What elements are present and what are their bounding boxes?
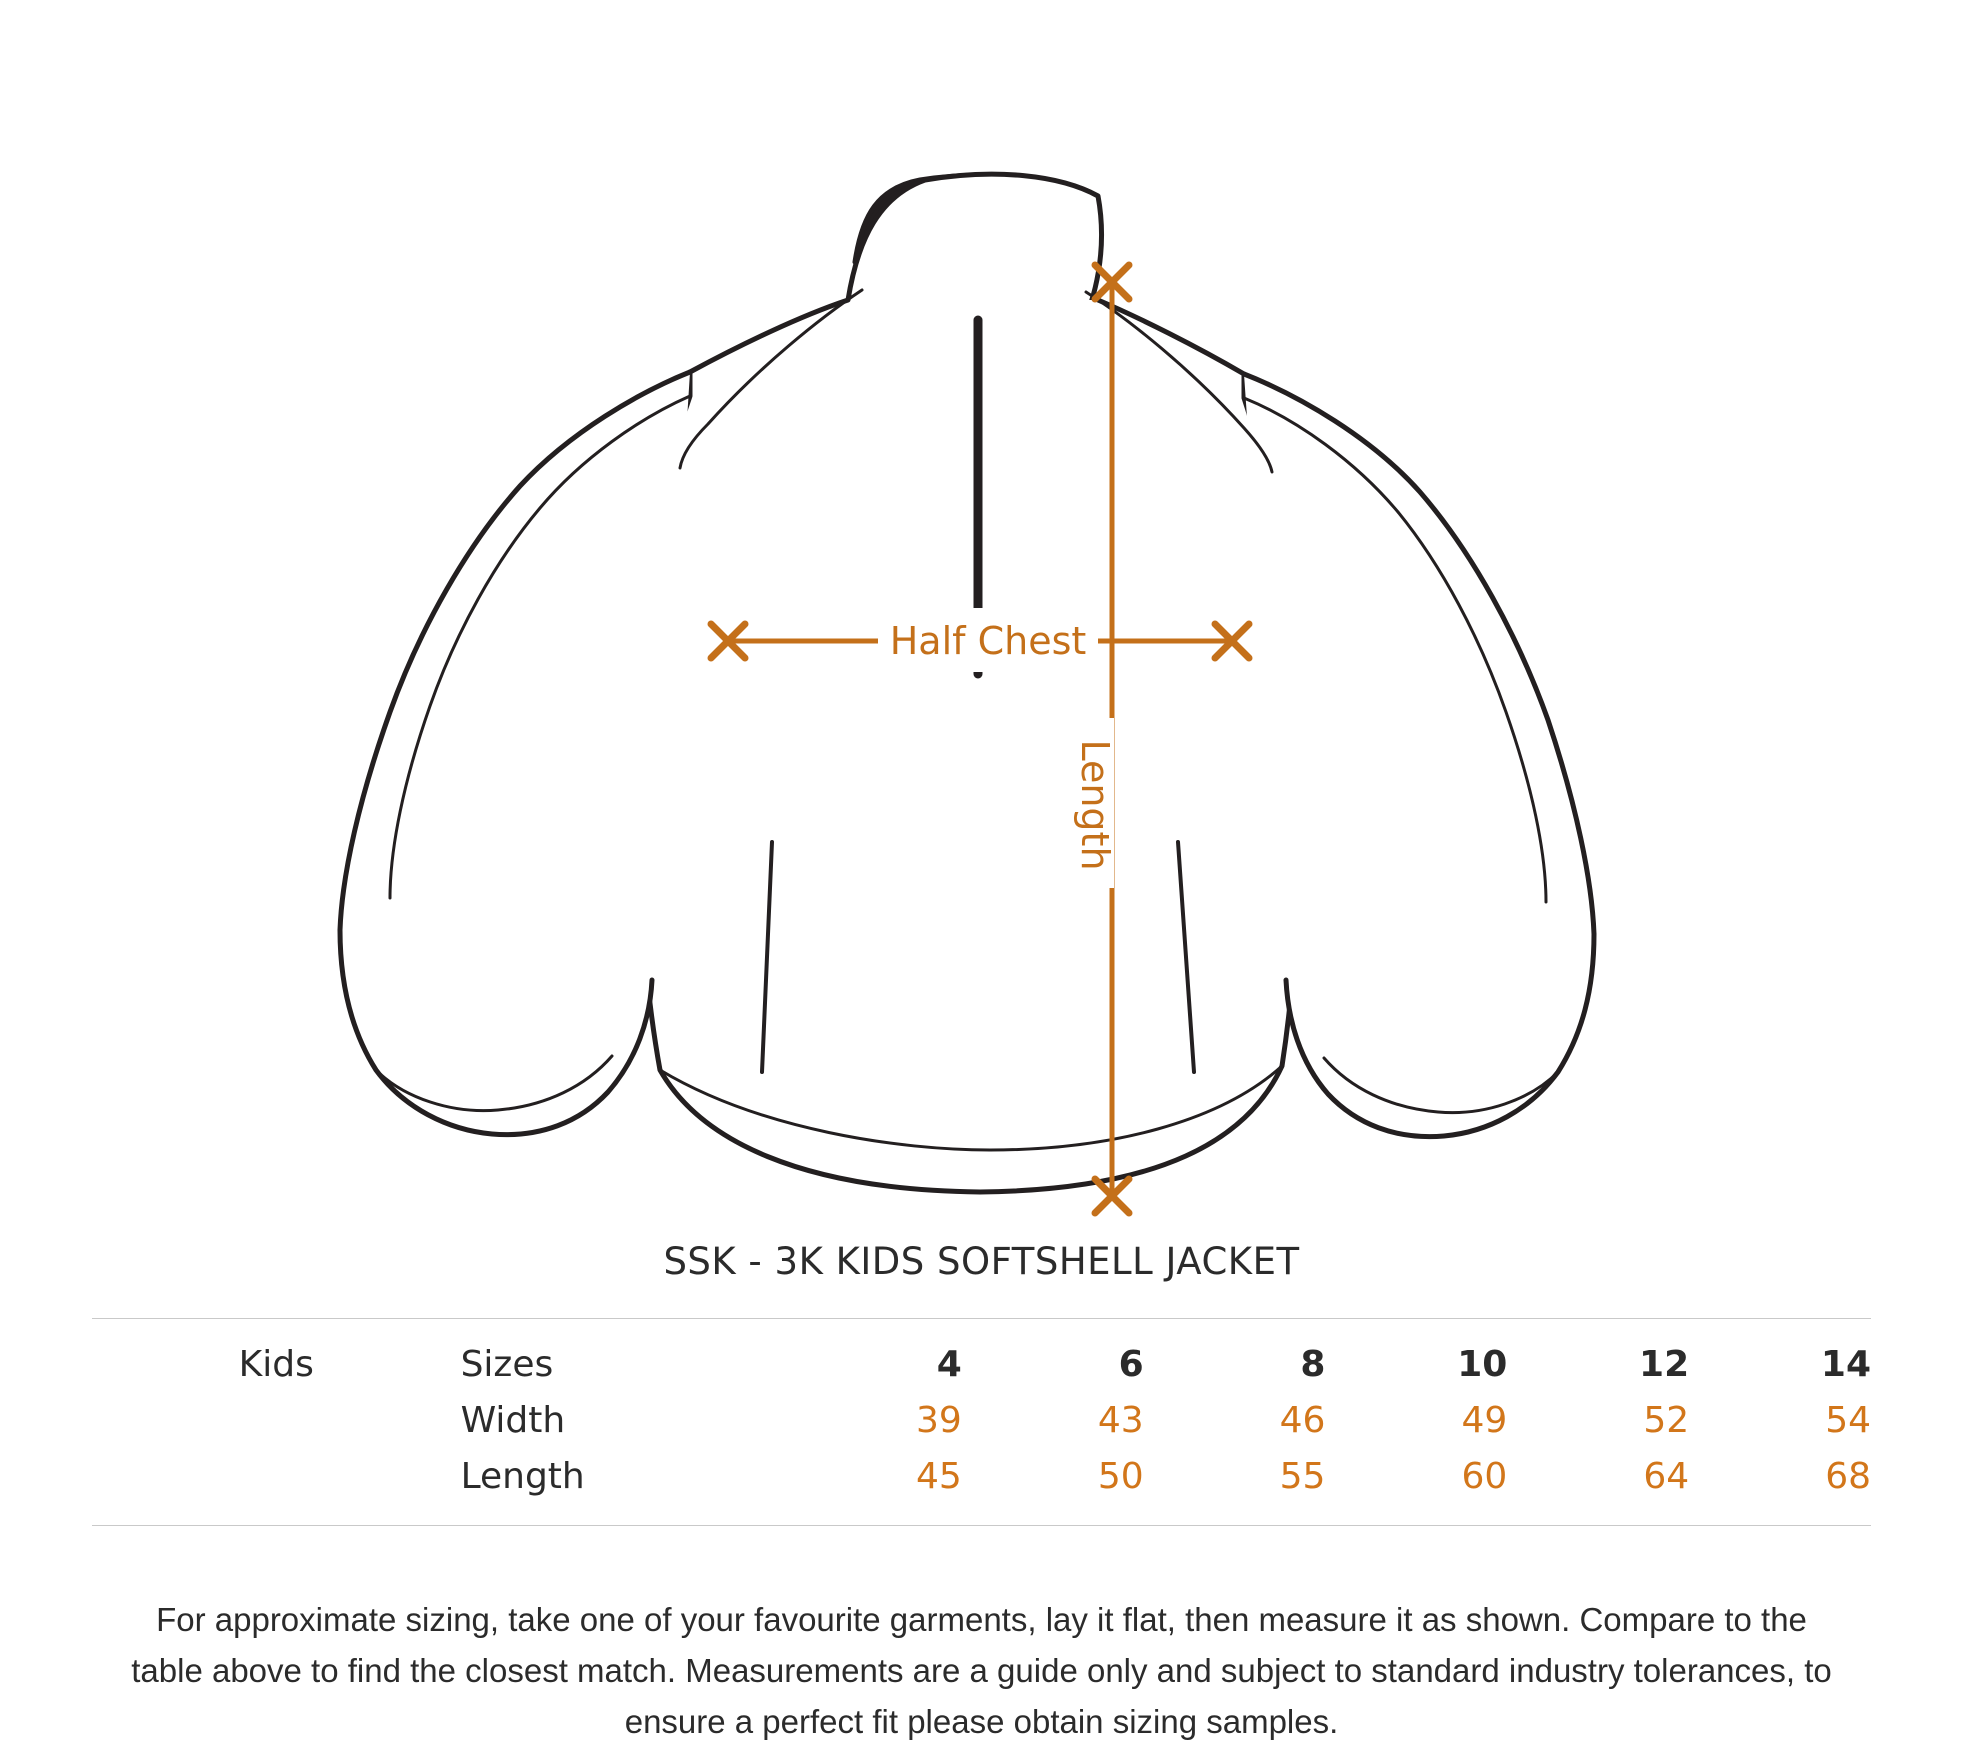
cell-length-3: 55 — [1279, 1456, 1326, 1497]
jacket-body — [639, 300, 1298, 1192]
cell-size-2: 6 — [1118, 1344, 1144, 1385]
cell-length-1: 45 — [916, 1456, 962, 1497]
row-label-length: Length — [460, 1456, 585, 1497]
size-table — [92, 1337, 1871, 1505]
product-title: SSK - 3K KIDS SOFTSHELL JACKET — [663, 1240, 1300, 1283]
cell-length-6: 68 — [1825, 1456, 1871, 1497]
cell-size-6: 14 — [1820, 1344, 1871, 1385]
row-label-sizes: Sizes — [460, 1344, 554, 1385]
cell-width-5: 52 — [1643, 1400, 1690, 1441]
cell-width-1: 39 — [916, 1400, 962, 1441]
cell-size-5: 12 — [1639, 1344, 1690, 1385]
group-label: Kids — [238, 1344, 314, 1385]
row-label-width: Width — [460, 1400, 566, 1441]
cell-width-6: 54 — [1825, 1400, 1871, 1441]
cell-width-3: 46 — [1279, 1400, 1326, 1441]
cell-length-5: 64 — [1643, 1456, 1690, 1497]
table-bottom-rule — [92, 1525, 1871, 1526]
cell-width-2: 43 — [1097, 1400, 1144, 1441]
cell-size-3: 8 — [1300, 1344, 1326, 1385]
cell-width-4: 49 — [1461, 1400, 1508, 1441]
table-row — [92, 1337, 1871, 1393]
cell-length-2: 50 — [1097, 1456, 1144, 1497]
half-chest-label: Half Chest — [889, 619, 1087, 663]
size-table-wrapper — [92, 1318, 1871, 1526]
cell-length-4: 60 — [1461, 1456, 1508, 1497]
right-sleeve — [1244, 374, 1594, 1137]
cell-size-1: 4 — [936, 1344, 962, 1385]
left-sleeve — [340, 372, 690, 1135]
cell-size-4: 10 — [1457, 1344, 1508, 1385]
length-label: Length — [1073, 739, 1117, 871]
sizing-note: For approximate sizing, take one of your favourite garments, lay it flat, then measure it as shown. Compare to the table above to find the closest match. Measurements are a guide only and subject to standard industry tolerances, to ensure a perfect fit please obtain sizing samples. — [131, 1601, 1832, 1740]
